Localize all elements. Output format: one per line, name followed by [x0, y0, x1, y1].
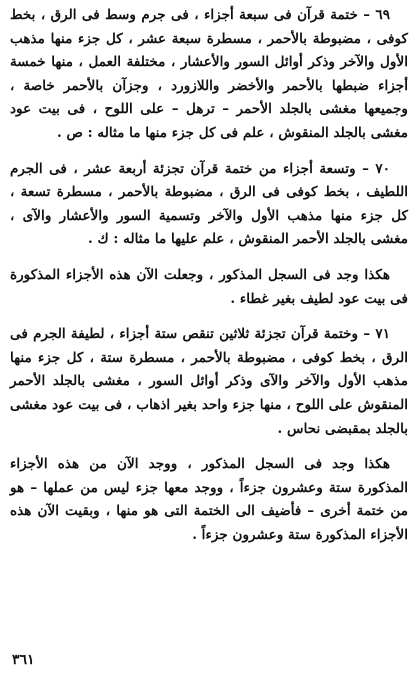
entry-69-paragraph: ٦٩ – ختمة قرآن فى سبعة أجزاء ، فى جرم وسط فى الرق ، بخط كوفى ، مضبوطة بالأحمر ، مسطرة سبعة عشر ، كل جزء منها مذهب الأول والآخر وذكر أوائل السور والأعشار ، مختلفة العمل ، منها خمسة أجزاء ضبطها بالأحمر والأخضر واللازورد ، وجزآن بالأحمر خاصة ، وجميعها مغشى بالجلد الأحمر – ترهل – على اللوح ، فى بيت عود مغشى بالجلد المنقوش ، علم فى كل جزء منها ما مثاله : ص .: [10, 7, 408, 141]
page-body: [10, 4, 408, 559]
entry-71-paragraph: ٧١ – وختمة قرآن تجزئة ثلاثين تنقص ستة أجزاء ، لطيفة الجرم فى الرق ، بخط كوفى ، مضبوطة بالأحمر ، مسطرة ستة ، كل جزء منها مذهب الأول والآخر والآى وذكر أوائل السور ، مغشى بالجلد الأحمر المنقوش على اللوح ، منها جزء واحد بغير اذهاب ، فى بيت عود مغشى بالجلد بمقبضى نحاس .: [10, 326, 408, 437]
entry-70-paragraph: ٧٠ – وتسعة أجزاء من ختمة قرآن تجزئة أربعة عشر ، فى الجرم اللطيف ، بخط كوفى فى الرق ، مضبوطة بالأحمر ، مسطرة تسعة ، كل جزء منها مذهب الأول والآخر وتسمية السور والأعشار والآى ، مغشى بالجلد الأحمر المنقوش ، علم عليها ما مثاله : ك .: [10, 160, 408, 248]
note-paragraph-2: هكذا وجد فى السجل المذكور ، ووجد الآن من هذه الأجزاء المذكورة ستة وعشرون جزءاً ، ووجد معها جزء ليس من عملها – هو من ختمة أخرى – فأضيف الى الختمة التى هو منها ، وبقيت الآن هذه الأجزاء المذكورة ستة وعشرون جزءاً .: [10, 456, 408, 543]
note-paragraph: هكذا وجد فى السجل المذكور ، وجعلت الآن هذه الأجزاء المذكورة فى بيت عود لطيف بغير غطاء .: [10, 266, 408, 307]
page-number: ٣٦١: [12, 652, 35, 668]
